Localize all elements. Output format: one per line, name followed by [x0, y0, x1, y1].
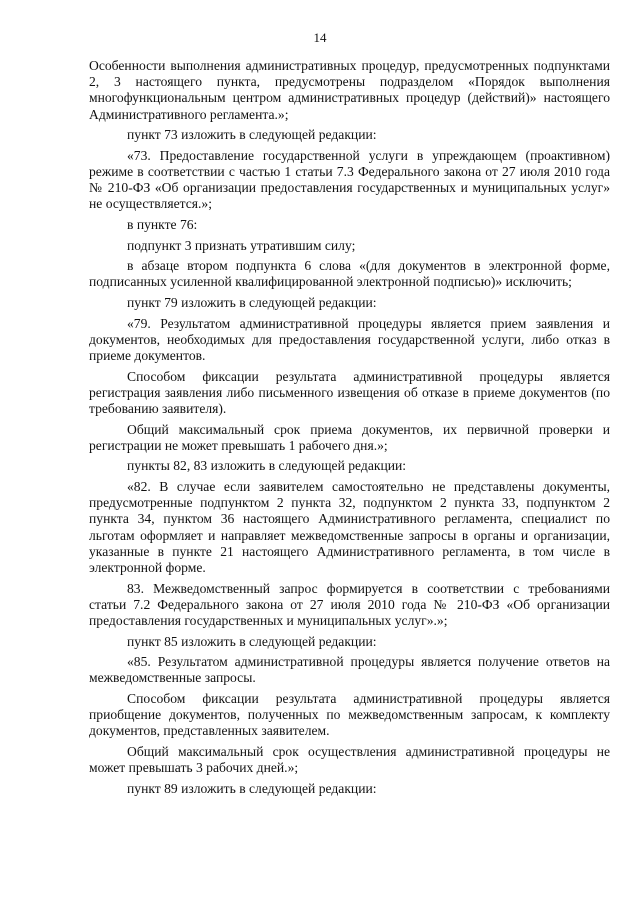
paragraph-13: 83. Межведомственный запрос формируется в соответствии с требованиями статьи 7.2 Федерального закона от 27 июля 2010 года № 210-ФЗ «Об организации предоставления государственных и муниципальных услуг».»;: [89, 580, 610, 628]
paragraph-14: пункт 85 изложить в следующей редакции:: [127, 633, 377, 649]
paragraph-17: Общий максимальный срок осуществления административной процедуры не может превышать 3 рабочих дней.»;: [89, 743, 610, 776]
paragraph-6: в абзаце втором подпункта 6 слова «(для документов в электронной форме, подписанных усиленной квалифицированной электронной подписью)» исключить;: [89, 258, 610, 290]
paragraph-11: пункты 82, 83 изложить в следующей редакции:: [127, 458, 407, 474]
paragraph-10: Общий максимальный срок приема документов, их первичной проверки и регистрации не может превышать 1 рабочего дня.»;: [89, 421, 610, 453]
paragraph-3: «73. Предоставление государственной услуги в упреждающем (проактивном) режиме в соответствии с частью 1 статьи 7.3 Федерального закона от 27 июля 2010 года № 210-ФЗ «Об организации предоставления государственных и муниципальных услуг» не осуществляется.»;: [89, 147, 610, 212]
paragraph-2: пункт 73 изложить в следующей редакции:: [127, 127, 377, 143]
paragraph-1: Особенности выполнения административных процедур, предусмотренных подпунктами 2, 3 настоящего пункта, предусмотрены подразделом «Порядок выполнения многофункциональным центром административных процедур (действий)» настоящего Административного регламента.»;: [89, 58, 610, 122]
document-body: [89, 58, 610, 797]
paragraph-15: «85. Результатом административной процедуры является получение ответов на межведомственные запросы.: [89, 654, 610, 686]
paragraph-9: Способом фиксации результата административной процедуры является регистрация заявления либо письменного извещения об отказе в приеме документов (по требованию заявителя).: [89, 368, 610, 416]
paragraph-16: Способом фиксации результата административной процедуры является приобщение документов, полученных по межведомственным запросам, к комплекту документов, представленных заявителем.: [89, 690, 610, 739]
page-number: 14: [313, 30, 327, 45]
paragraph-7: пункт 79 изложить в следующей редакции:: [127, 294, 377, 310]
paragraph-12: «82. В случае если заявителем самостоятельно не представлены документы, предусмотренные подпунктом 2 пункта 32, подпунктом 2 пункта 33, подпунктом 2 пункта 34, пунктом 36 настоящего Административного регламента, специалист по льготам оформляет и направляет межведомственные запросы в органы и организации, указанные в пункте 21 настоящего Административного регламента, в том числе в электронной форме.: [89, 478, 610, 575]
paragraph-8: «79. Результатом административной процедуры является прием заявления и документов, необходимых для предоставления государственной услуги, либо отказ в приеме документов.: [89, 315, 610, 363]
paragraph-5: подпункт 3 признать утратившим силу;: [127, 237, 356, 253]
paragraph-18: пункт 89 изложить в следующей редакции:: [127, 780, 377, 796]
paragraph-4: в пункте 76:: [127, 217, 198, 232]
